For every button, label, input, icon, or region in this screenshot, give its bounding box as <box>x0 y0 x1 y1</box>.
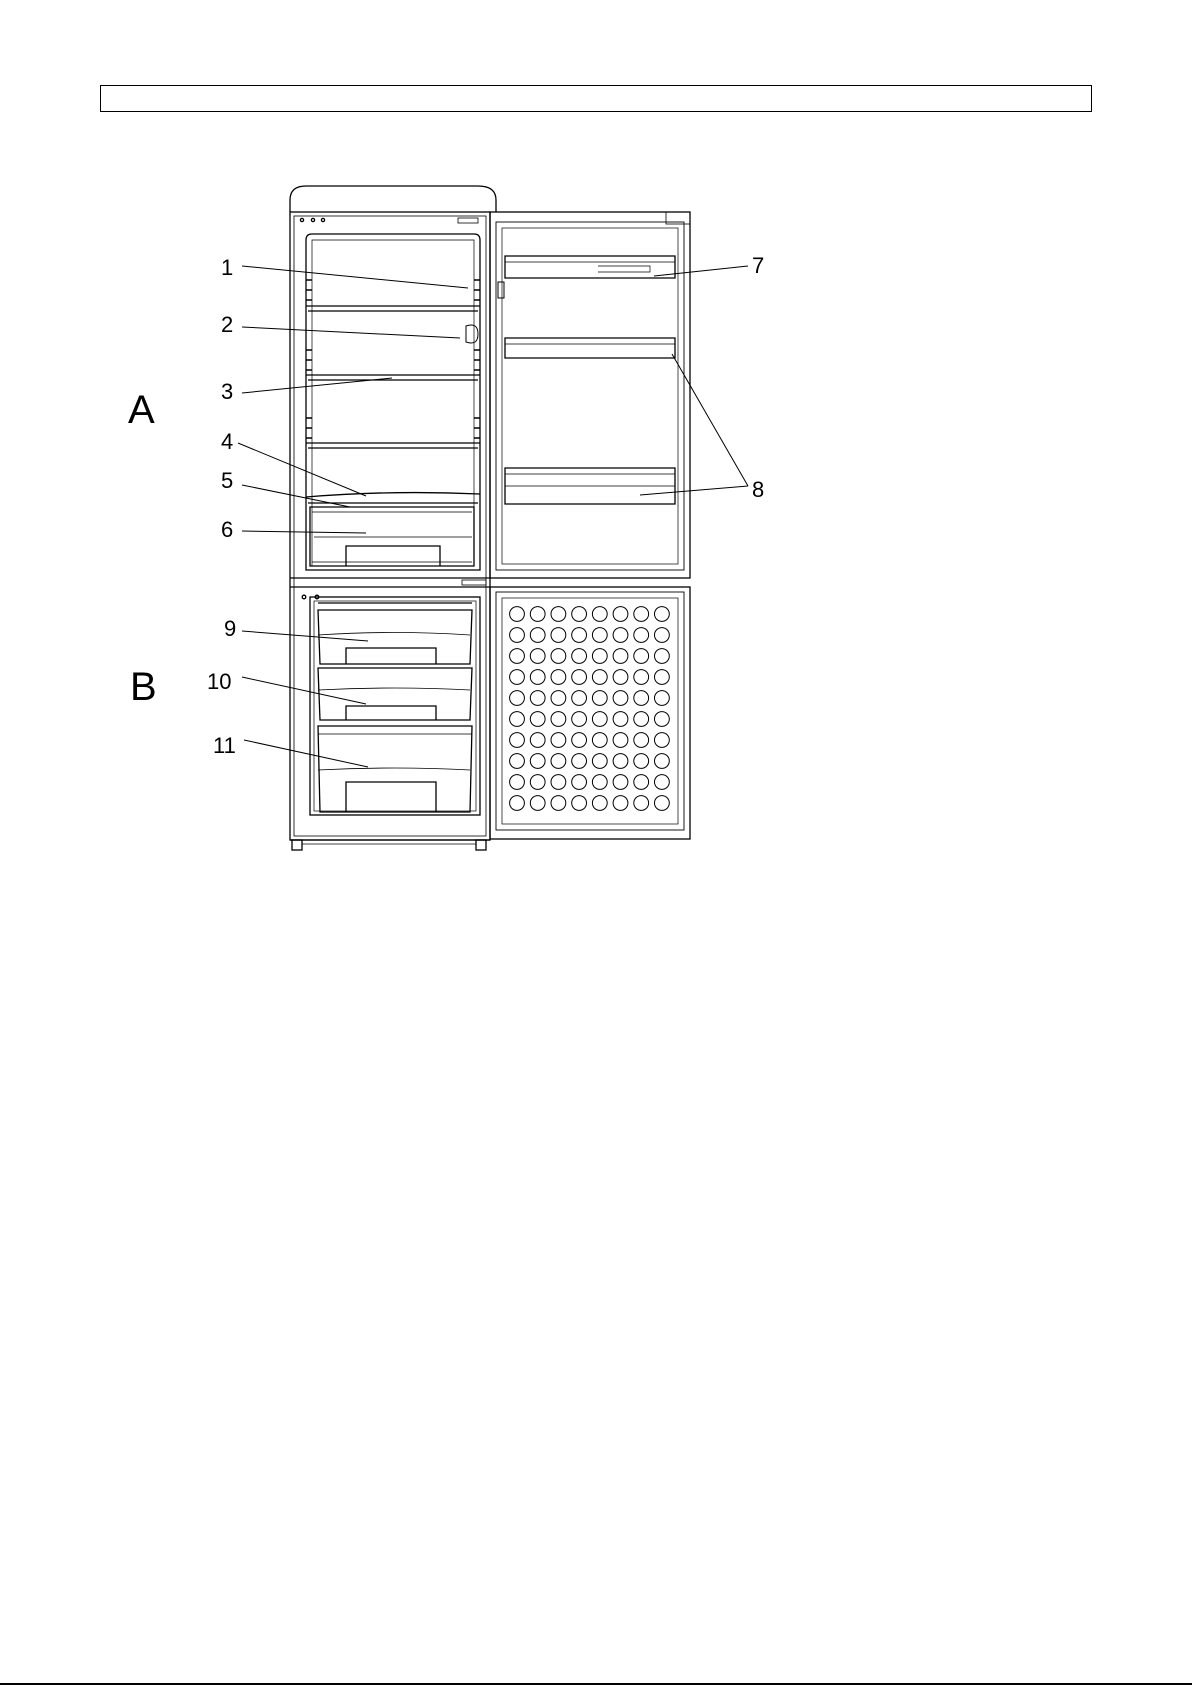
door-dot <box>551 670 566 685</box>
fridge-cabinet <box>290 186 496 850</box>
door-dot <box>551 733 566 748</box>
fridge-door <box>490 212 690 578</box>
freezer-compartment <box>310 597 480 815</box>
callout-6: 6 <box>221 517 234 542</box>
section-label-b: B <box>130 665 157 709</box>
door-dot <box>530 733 545 748</box>
door-dot <box>592 796 607 811</box>
door-dot <box>613 691 628 706</box>
door-dot <box>510 754 525 769</box>
door-dot <box>613 733 628 748</box>
door-dot <box>530 649 545 664</box>
door-dot <box>572 670 587 685</box>
door-dot <box>510 607 525 622</box>
door-dot <box>530 607 545 622</box>
door-bin-top <box>505 256 675 278</box>
door-dot <box>634 649 649 664</box>
door-dot <box>634 628 649 643</box>
door-dot <box>510 775 525 790</box>
door-dot <box>551 796 566 811</box>
door-dot <box>613 796 628 811</box>
door-dot <box>572 649 587 664</box>
door-dot <box>510 733 525 748</box>
callout-1: 1 <box>221 255 234 280</box>
door-dot <box>551 754 566 769</box>
door-dot <box>510 649 525 664</box>
door-dot <box>551 691 566 706</box>
freezer-drawer-top <box>318 603 472 664</box>
door-dot <box>530 775 545 790</box>
door-dot <box>530 670 545 685</box>
door-dot <box>572 733 587 748</box>
door-dot <box>592 754 607 769</box>
door-dot <box>530 712 545 727</box>
door-dot <box>634 712 649 727</box>
callout-7: 7 <box>752 253 765 278</box>
door-bin-bottom <box>505 468 675 504</box>
callout-5: 5 <box>221 468 234 493</box>
freezer-drawer-middle <box>318 668 472 720</box>
door-dot <box>655 796 670 811</box>
door-dot <box>510 628 525 643</box>
door-dot <box>613 607 628 622</box>
door-dot <box>572 712 587 727</box>
callout-3: 3 <box>221 379 234 404</box>
leader-lines <box>238 266 748 767</box>
fridge-compartment <box>306 234 480 570</box>
door-dot <box>551 649 566 664</box>
door-dot <box>592 607 607 622</box>
door-dot <box>592 691 607 706</box>
door-dot <box>655 712 670 727</box>
door-dot <box>655 607 670 622</box>
door-dot <box>572 775 587 790</box>
door-dot <box>551 607 566 622</box>
door-dot <box>634 754 649 769</box>
door-dot <box>592 628 607 643</box>
door-dot <box>592 712 607 727</box>
door-dot <box>655 670 670 685</box>
callout-11: 11 <box>213 733 236 758</box>
door-dot <box>510 796 525 811</box>
freezer-door-dot-pattern <box>510 607 670 811</box>
door-dot <box>634 607 649 622</box>
door-dot <box>551 775 566 790</box>
door-dot <box>551 712 566 727</box>
door-dot <box>510 670 525 685</box>
door-dot <box>592 775 607 790</box>
door-dot <box>572 607 587 622</box>
door-dot <box>572 754 587 769</box>
door-dot <box>655 691 670 706</box>
door-dot <box>655 754 670 769</box>
callout-2: 2 <box>221 312 234 337</box>
door-dot <box>655 649 670 664</box>
callout-9: 9 <box>224 616 237 641</box>
door-dot <box>592 733 607 748</box>
door-dot <box>572 628 587 643</box>
door-dot <box>613 775 628 790</box>
door-dot <box>572 691 587 706</box>
door-dot <box>634 691 649 706</box>
door-dot <box>510 712 525 727</box>
door-dot <box>530 691 545 706</box>
door-dot <box>551 628 566 643</box>
door-dot <box>592 670 607 685</box>
door-dot <box>530 628 545 643</box>
door-dot <box>510 691 525 706</box>
callout-4: 4 <box>221 429 234 454</box>
door-dot <box>613 649 628 664</box>
crisper-drawer <box>310 507 474 566</box>
door-dot <box>613 670 628 685</box>
door-dot <box>634 733 649 748</box>
door-dot <box>634 670 649 685</box>
door-bin-middle <box>505 338 675 358</box>
door-dot <box>613 754 628 769</box>
door-dot <box>572 796 587 811</box>
door-dot <box>634 796 649 811</box>
callout-8: 8 <box>752 477 765 502</box>
door-dot <box>530 796 545 811</box>
section-label-a: A <box>128 388 155 432</box>
fridge-shelves <box>306 306 480 448</box>
freezer-door <box>490 587 690 839</box>
door-dot <box>613 628 628 643</box>
door-dot <box>655 733 670 748</box>
door-dot <box>634 775 649 790</box>
door-dot <box>655 628 670 643</box>
callout-10: 10 <box>207 669 232 694</box>
door-dot <box>530 754 545 769</box>
door-dot <box>592 649 607 664</box>
freezer-drawer-bottom <box>318 726 472 812</box>
door-dot <box>613 712 628 727</box>
door-dot <box>655 775 670 790</box>
